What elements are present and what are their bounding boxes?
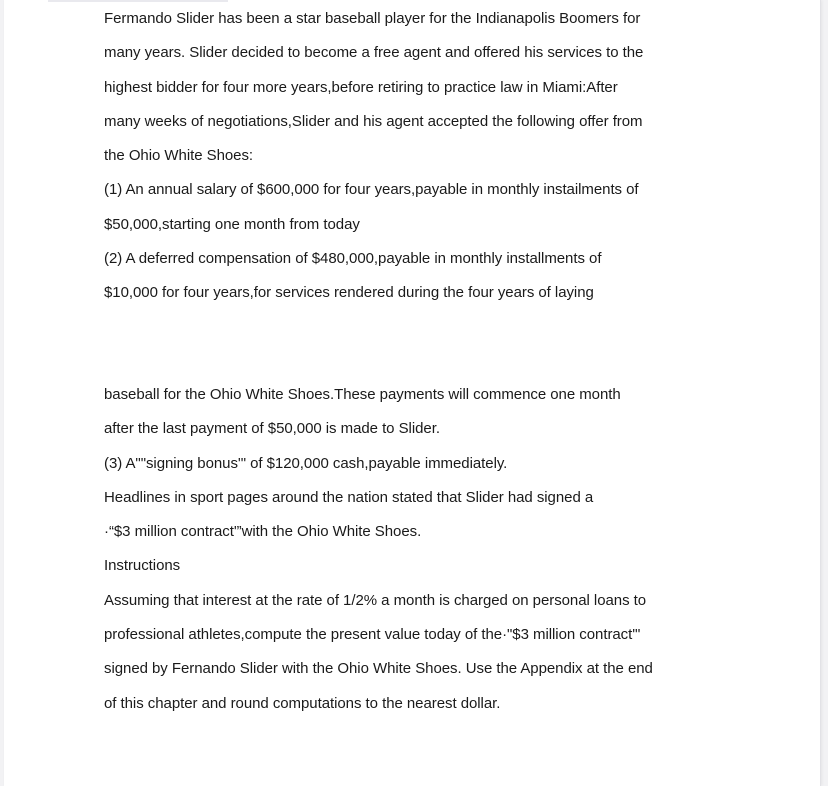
text-line: highest bidder for four more years,before retiring to practice law in Miami:After bbox=[104, 78, 618, 96]
document-page bbox=[4, 0, 821, 786]
text-line: $10,000 for four years,for services rendered during the four years of laying bbox=[104, 284, 594, 302]
text-line: (3) A""signing bonus'" of $120,000 cash,payable immediately. bbox=[104, 454, 508, 472]
text-line: baseball for the Ohio White Shoes.These payments will commence one month bbox=[104, 386, 621, 403]
text-line: $50,000,starting one month from today bbox=[104, 215, 360, 233]
text-line: of this chapter and round computations to the nearest dollar. bbox=[104, 694, 501, 712]
text-line: after the last payment of $50,000 is made to Slider. bbox=[104, 420, 440, 438]
section-heading-instructions: Instructions bbox=[104, 557, 181, 575]
text-line: professional athletes,compute the present value today of the·"$3 million contract'" bbox=[104, 626, 641, 644]
text-line: many years. Slider decided to become a free agent and offered his services to the bbox=[104, 44, 644, 62]
text-block-upper bbox=[104, 2, 704, 311]
text-block-lower bbox=[104, 378, 704, 721]
text-line: Fermando Slider has been a star baseball player for the Indianapolis Boomers for bbox=[104, 10, 641, 27]
text-line: many weeks of negotiations,Slider and his agent accepted the following offer from bbox=[104, 112, 643, 130]
text-line: the Ohio White Shoes: bbox=[104, 147, 254, 165]
text-line: Headlines in sport pages around the nation stated that Slider had signed a bbox=[104, 488, 594, 506]
text-line: ·“$3 million contract'”with the Ohio White Shoes. bbox=[104, 523, 422, 541]
text-line: (2) A deferred compensation of $480,000,payable in monthly installments of bbox=[104, 250, 602, 268]
text-line: (1) An annual salary of $600,000 for four years,payable in monthly instailments of bbox=[104, 181, 639, 199]
text-line: Assuming that interest at the rate of 1/2% a month is charged on personal loans to bbox=[104, 591, 647, 609]
text-line: signed by Fernando Slider with the Ohio White Shoes. Use the Appendix at the end bbox=[104, 660, 653, 678]
